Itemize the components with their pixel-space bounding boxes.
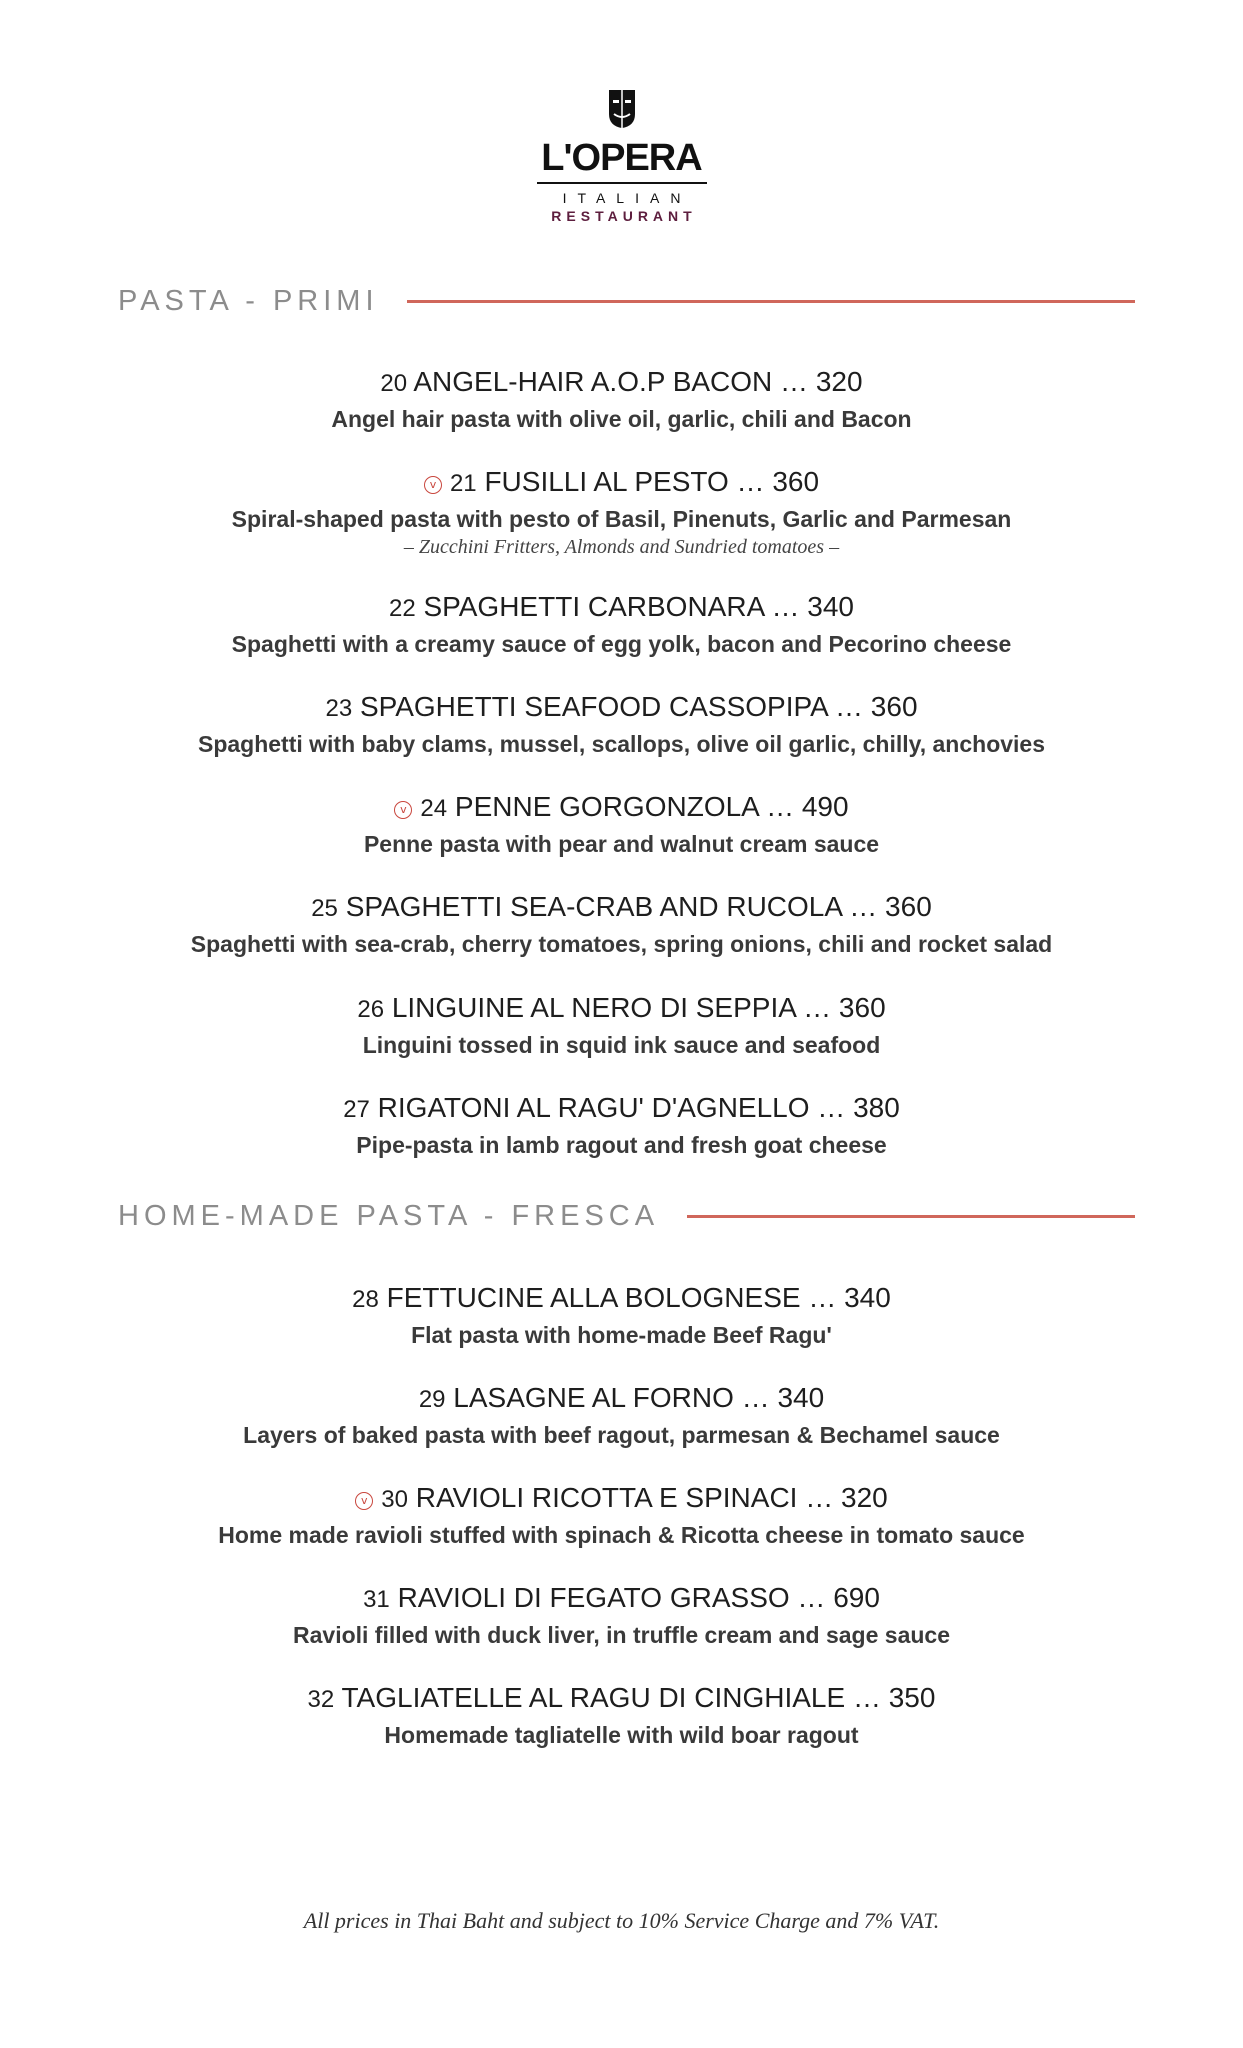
vegetarian-icon: v xyxy=(355,1492,373,1510)
item-name: TAGLIATELLE AL RAGU DI CINGHIALE … 350 xyxy=(341,1682,936,1713)
item-number: 29 xyxy=(418,1386,446,1413)
logo-divider xyxy=(537,182,707,184)
item-number: 30 xyxy=(381,1486,408,1513)
item-description: Home made ravioli stuffed with spinach & Ricotta cheese in tomato sauce xyxy=(218,1522,1025,1548)
item-description: Flat pasta with home-made Beef Ragu' xyxy=(411,1322,832,1348)
item-number: 24 xyxy=(420,795,448,822)
menu-item xyxy=(0,1680,1243,1751)
item-description: Linguini tossed in squid ink sauce and seafood xyxy=(362,1032,881,1058)
item-description: Penne pasta with pear and walnut cream sauce xyxy=(363,831,880,857)
item-name: ANGEL-HAIR A.O.P BACON … 320 xyxy=(413,366,863,397)
menu-item xyxy=(0,464,1243,559)
section-title: HOME-MADE PASTA - FRESCA xyxy=(118,1199,660,1232)
item-number: 32 xyxy=(307,1686,335,1713)
item-number: 27 xyxy=(343,1096,370,1123)
item-title xyxy=(0,889,1243,927)
menu-item xyxy=(0,990,1243,1061)
item-number: 21 xyxy=(449,470,477,497)
logo-subtitle-italian: ITALIAN xyxy=(562,190,692,206)
item-name: LASAGNE AL FORNO … 340 xyxy=(453,1382,825,1413)
item-title xyxy=(0,464,1243,502)
item-number: 28 xyxy=(352,1286,379,1313)
item-title xyxy=(0,364,1243,402)
section-divider xyxy=(687,1215,1135,1218)
menu-item xyxy=(0,1580,1243,1651)
item-number: 22 xyxy=(389,595,416,622)
menu-item xyxy=(0,1090,1243,1161)
item-name: FETTUCINE ALLA BOLOGNESE … 340 xyxy=(386,1282,891,1313)
item-title xyxy=(0,1680,1243,1718)
price-footnote: All prices in Thai Baht and subject to 10% Service Charge and 7% VAT. xyxy=(303,1908,940,1933)
item-name: RIGATONI AL RAGU' D'AGNELLO … 380 xyxy=(377,1092,900,1123)
restaurant-logo xyxy=(0,88,1243,224)
item-note: – Zucchini Fritters, Almonds and Sundried tomatoes – xyxy=(403,536,840,558)
item-name: LINGUINE AL NERO DI SEPPIA … 360 xyxy=(391,992,886,1023)
vegetarian-icon: v xyxy=(394,801,412,819)
theatre-mask-icon xyxy=(607,88,637,130)
item-title xyxy=(0,789,1243,827)
section-title: PASTA - PRIMI xyxy=(118,284,379,317)
item-title xyxy=(0,1380,1243,1418)
vegetarian-icon: v xyxy=(424,476,442,494)
item-name: PENNE GORGONZOLA … 490 xyxy=(454,791,849,822)
menu-item xyxy=(0,689,1243,760)
item-number: 23 xyxy=(325,695,353,722)
item-description: Homemade tagliatelle with wild boar ragout xyxy=(384,1722,859,1748)
item-description: Angel hair pasta with olive oil, garlic, chili and Bacon xyxy=(331,406,912,432)
item-description: Pipe-pasta in lamb ragout and fresh goat cheese xyxy=(356,1132,887,1158)
section-header-pasta-primi xyxy=(118,281,1135,321)
item-title xyxy=(0,1280,1243,1318)
item-title xyxy=(0,589,1243,627)
item-description: Layers of baked pasta with beef ragout, parmesan & Bechamel sauce xyxy=(243,1422,1000,1448)
item-number: 25 xyxy=(311,895,338,922)
section-header-home-made-pasta xyxy=(118,1196,1135,1236)
item-name: SPAGHETTI CARBONARA … 340 xyxy=(423,591,854,622)
item-name: SPAGHETTI SEAFOOD CASSOPIPA … 360 xyxy=(359,691,918,722)
item-title xyxy=(0,1480,1243,1518)
item-description: Spiral-shaped pasta with pesto of Basil, Pinenuts, Garlic and Parmesan xyxy=(231,506,1012,532)
item-number: 20 xyxy=(380,370,408,397)
item-title xyxy=(0,990,1243,1028)
item-name: RAVIOLI RICOTTA E SPINACI … 320 xyxy=(415,1482,888,1513)
item-description: Ravioli filled with duck liver, in truffle cream and sage sauce xyxy=(293,1622,950,1648)
section-divider xyxy=(407,300,1135,303)
item-title xyxy=(0,1090,1243,1128)
logo-subtitle-restaurant: RESTAURANT xyxy=(551,208,697,224)
item-title xyxy=(0,1580,1243,1618)
item-number: 26 xyxy=(357,996,385,1023)
menu-item xyxy=(0,889,1243,960)
menu-item xyxy=(0,589,1243,660)
item-description: Spaghetti with a creamy sauce of egg yolk, bacon and Pecorino cheese xyxy=(231,631,1012,657)
menu-item xyxy=(0,789,1243,860)
item-number: 31 xyxy=(363,1586,390,1613)
item-title xyxy=(0,689,1243,727)
item-name: RAVIOLI DI FEGATO GRASSO … 690 xyxy=(397,1582,880,1613)
menu-item xyxy=(0,1480,1243,1551)
item-name: SPAGHETTI SEA-CRAB AND RUCOLA … 360 xyxy=(345,891,932,922)
menu-item xyxy=(0,1380,1243,1451)
menu-item xyxy=(0,364,1243,435)
item-name: FUSILLI AL PESTO … 360 xyxy=(484,466,820,497)
logo-name: L'OPERA xyxy=(541,137,702,179)
item-description: Spaghetti with sea-crab, cherry tomatoes, spring onions, chili and rocket salad xyxy=(190,931,1053,957)
item-description: Spaghetti with baby clams, mussel, scallops, olive oil garlic, chilly, anchovies xyxy=(197,731,1046,757)
menu-item xyxy=(0,1280,1243,1351)
